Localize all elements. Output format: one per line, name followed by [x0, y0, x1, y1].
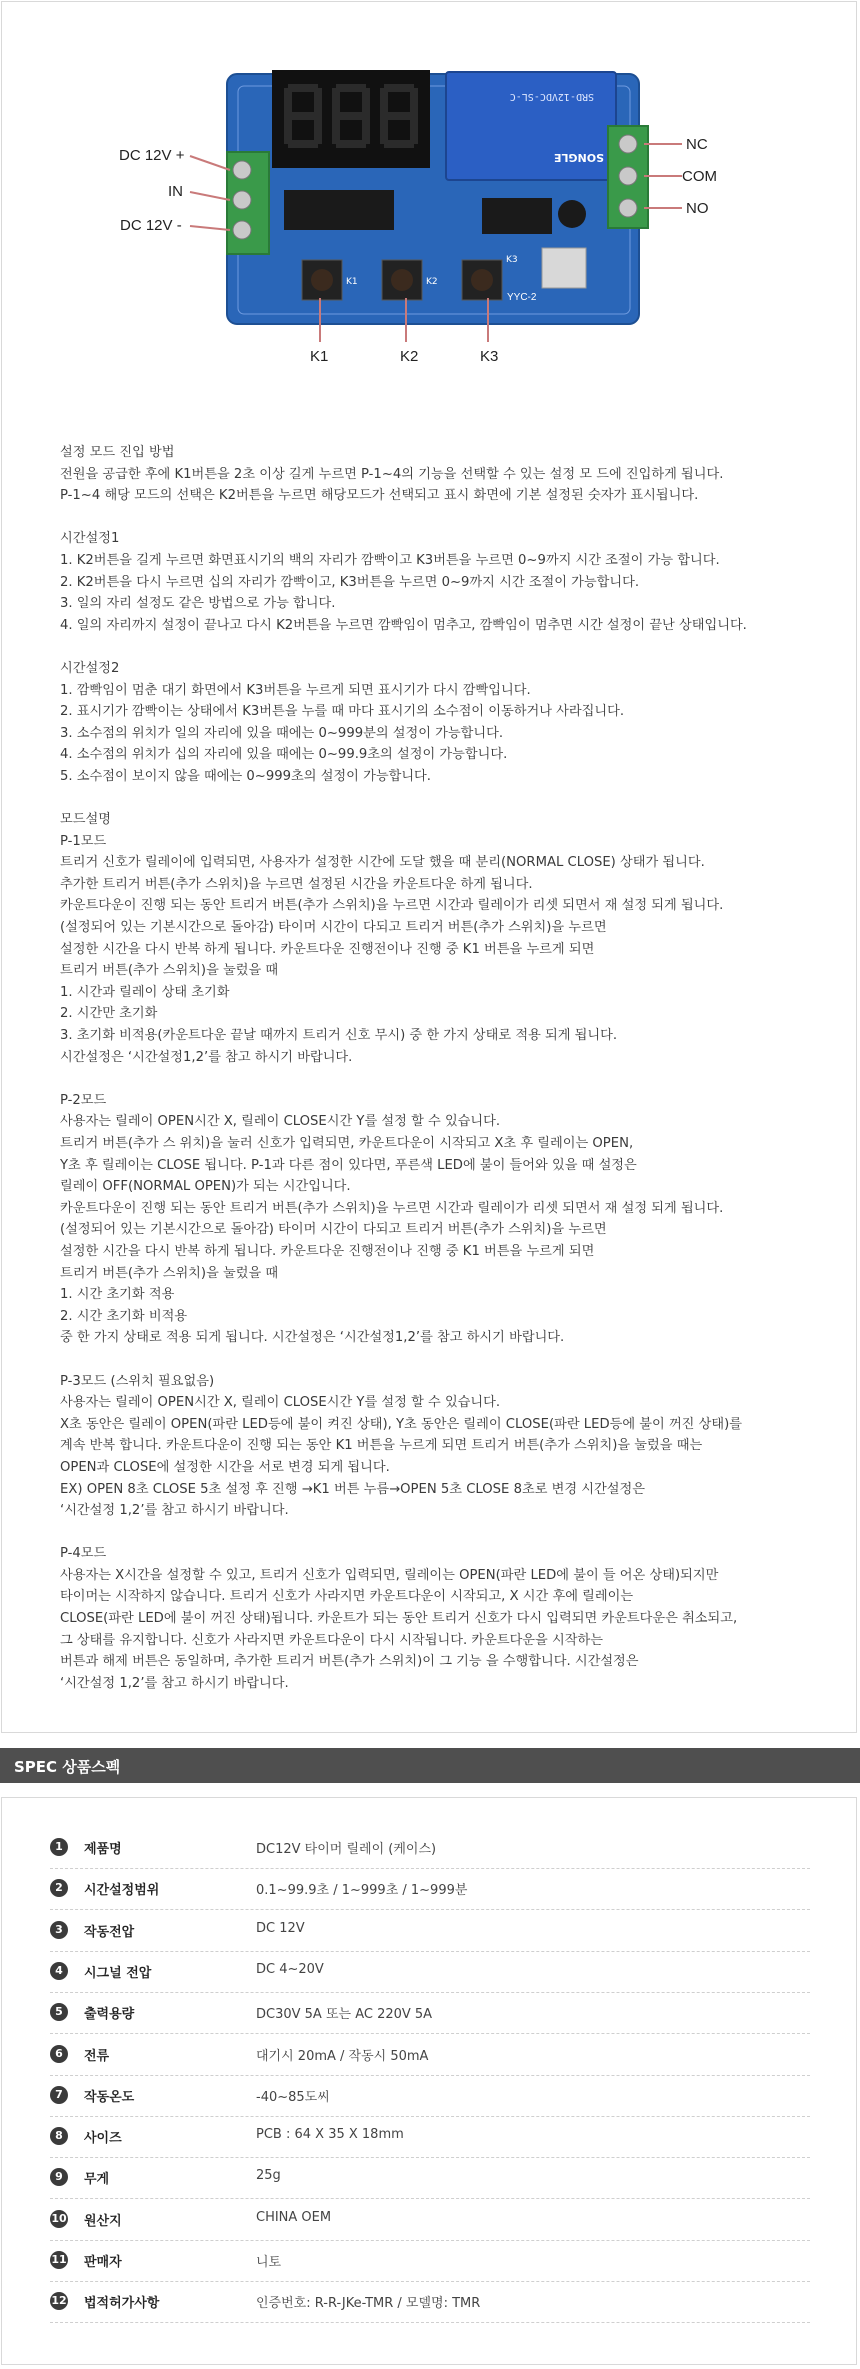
spec-row	[50, 2199, 810, 2241]
spec-number-badge: 6	[50, 2045, 68, 2063]
text-line: CLOSE(파란 LED에 불이 꺼진 상태)됩니다. 카운트가 되는 동안 트리거 신호가 다시 입력되면 카운트다운은 취소되고,	[60, 1611, 738, 1627]
text-line: 계속 반복 합니다. 카운트다운이 진행 되는 동안 K1 버튼을 누르게 되면 트리거 버튼(추가 스위치)을 눌렀을 때는	[60, 1438, 703, 1454]
board-model-text: YYC-2	[507, 292, 537, 303]
ic-chip-2	[482, 198, 552, 234]
text-line: 전원을 공급한 후에 K1버튼을 2초 이상 길게 누르면 P-1~4의 기능을 선택할 수 있는 설정 모 드에 진입하게 됩니다.	[60, 466, 724, 482]
label-no: NO	[686, 200, 709, 217]
spec-number-badge: 2	[50, 1879, 68, 1897]
spec-value: -40~85도씨	[256, 2089, 330, 2105]
spec-row	[50, 1868, 810, 1910]
spec-row	[50, 1910, 810, 1952]
terminal-screw-dc-minus	[233, 221, 251, 239]
spec-key: 시그널 전압	[84, 1965, 152, 1981]
text-line: 1. 시간과 릴레이 상태 초기화	[60, 984, 230, 1000]
text-line: 트리거 버튼(추가 스위치)을 눌렀을 때	[60, 1265, 279, 1281]
spec-row	[50, 2240, 810, 2282]
spec-number-badge: 5	[50, 2003, 68, 2021]
text-line: 2. 표시기가 깜빡이는 상태에서 K3버튼을 누를 때 마다 표시기의 소수점이 이동하거나 사라집니다.	[60, 704, 625, 720]
spec-header-bar	[0, 1748, 860, 1783]
text-line: 4. 소수점의 위치가 십의 자리에 있을 때에는 0~99.9초의 설정이 가능합니다.	[60, 747, 508, 763]
spec-row	[50, 2034, 810, 2076]
relay-board-figure	[2, 2, 858, 402]
text-block	[60, 1543, 840, 1694]
text-block	[60, 1371, 840, 1522]
spec-key: 사이즈	[84, 2131, 122, 2147]
text-block	[60, 658, 840, 788]
spec-key: 무게	[84, 2172, 110, 2188]
spec-value: 대기시 20mA / 작동시 50mA	[256, 2048, 429, 2064]
text-line: P-3모드 (스위치 필요없음)	[60, 1373, 215, 1389]
button-k2-cap	[391, 269, 413, 291]
button-k3-cap	[471, 269, 493, 291]
spec-key: 작동전압	[84, 1924, 135, 1940]
text-line: 설정한 시간을 다시 반복 하게 됩니다. 카운트다운 진행전이나 진행 중 K1 버튼을 누르게 되면	[60, 1243, 595, 1259]
spec-key: 작동온도	[84, 2089, 135, 2105]
text-line: 카운트다운이 진행 되는 동안 트리거 버튼(추가 스위치)을 누르면 시간과 릴레이가 리셋 되면서 재 설정 되게 됩니다.	[60, 1200, 724, 1216]
text-line: (설정되어 있는 기본시간으로 돌아감) 타이머 시간이 다되고 트리거 버튼(추가 스위치)을 누르면	[60, 920, 607, 936]
text-line: 설정 모드 진입 방법	[60, 445, 175, 460]
label-nc: NC	[686, 136, 708, 153]
spec-key: 시간설정범위	[84, 1883, 160, 1899]
relay-brand-text: SONGLE	[553, 151, 604, 164]
text-line: P-4모드	[60, 1546, 107, 1562]
text-line: EX) OPEN 8초 CLOSE 5초 설정 후 진행 →K1 버튼 누름→OPEN 5초 CLOSE 8초로 변경 시간설정은	[60, 1481, 646, 1497]
spec-value: DC 12V	[256, 1920, 305, 1936]
relay-model-text: SRD-12VDC-SL-C	[509, 91, 594, 102]
text-line: 사용자는 릴레이 OPEN시간 X, 릴레이 CLOSE시간 Y를 설정 할 수 있습니다.	[60, 1395, 501, 1411]
text-line: X초 동안은 릴레이 OPEN(파란 LED등에 불이 켜진 상태), Y초 동안은 릴레이 CLOSE(파란 LED등에 불이 꺼진 상태)를	[60, 1416, 742, 1432]
spec-number-badge: 10	[50, 2210, 68, 2228]
regulator	[542, 248, 586, 288]
text-line: 트리거 버튼(추가 스 위치)을 눌러 신호가 입력되면, 카운트다운이 시작되고 X초 후 릴레이는 OPEN,	[60, 1136, 634, 1151]
description-panel	[1, 1, 857, 1733]
text-line: 2. K2버튼을 다시 누르면 십의 자리가 깜빡이고, K3버튼을 누르면 0~9까지 시간 조절이 가능합니다.	[60, 574, 640, 590]
spec-value: 니토	[256, 2255, 282, 2270]
board-k3-text: K3	[506, 255, 518, 265]
text-line: 3. 초기화 비적용(카운트다운 끝날 때까지 트리거 신호 무시) 중 한 가지 상태로 적용 되게 됩니다.	[60, 1028, 618, 1044]
spec-value: DC 4~20V	[256, 1961, 324, 1977]
spec-value: 인증번호: R-R-JKe-TMR / 모델명: TMR	[256, 2296, 481, 2312]
text-line: 2. 시간만 초기화	[60, 1006, 158, 1022]
spec-key: 제품명	[84, 1842, 122, 1857]
text-line: 트리거 버튼(추가 스위치)을 눌렀을 때	[60, 963, 279, 979]
text-line: 4. 일의 자리까지 설정이 끝나고 다시 K2버튼을 누르면 깜빡임이 멈추고, 깜빡임이 멈추면 시간 설정이 끝난 상태입니다.	[60, 617, 747, 633]
button-k1-cap	[311, 269, 333, 291]
instructions-text	[60, 442, 840, 1716]
text-line: 시간설정2	[60, 660, 120, 676]
spec-key: 출력용량	[84, 2007, 135, 2023]
terminal-screw-nc	[619, 135, 637, 153]
text-line: Y초 후 릴레이는 CLOSE 됩니다. P-1과 다른 점이 있다면, 푸른색 LED에 불이 들어와 있을 때 설정은	[60, 1157, 637, 1173]
text-line: OPEN과 CLOSE에 설정한 시간을 서로 변경 되게 됩니다.	[60, 1459, 390, 1475]
spec-value: PCB : 64 X 35 X 18mm	[256, 2127, 404, 2143]
spec-value: DC12V 타이머 릴레이 (케이스)	[256, 1842, 437, 1857]
text-line: 1. 깜빡임이 멈춘 대기 화면에서 K3버튼을 누르게 되면 표시기가 다시 깜빡입니다.	[60, 682, 531, 698]
terminal-screw-com	[619, 167, 637, 185]
spec-row	[50, 2116, 810, 2158]
text-line: 버튼과 해제 버튼은 동일하며, 추가한 트리거 버튼(추가 스위치)이 그 기능 을 수행합니다. 시간설정은	[60, 1654, 639, 1670]
text-line: P-1모드	[60, 833, 107, 849]
text-line: 1. K2버튼을 길게 누르면 화면표시기의 백의 자리가 깜빡이고 K3버튼을 누르면 0~9까지 시간 조절이 가능 합니다.	[60, 552, 720, 568]
text-line: P-1~4 해당 모드의 선택은 K2버튼을 누르면 해당모드가 선택되고 표시 화면에 기본 설정된 숫자가 표시됩니다.	[60, 488, 699, 504]
spec-row	[50, 1951, 810, 1993]
text-line: 3. 일의 자리 설정도 같은 방법으로 가능 합니다.	[60, 596, 336, 612]
spec-key: 법적허가사항	[84, 2296, 160, 2312]
capacitor	[558, 200, 586, 228]
text-line: 중 한 가지 상태로 적용 되게 됩니다. 시간설정은 ‘시간설정1,2’를 참고 하시기 바랍니다.	[60, 1330, 565, 1346]
spec-row	[50, 2075, 810, 2117]
spec-number-badge: 12	[50, 2292, 68, 2310]
spec-value: CHINA OEM	[256, 2209, 332, 2225]
spec-row	[50, 2281, 810, 2323]
spec-row	[50, 1827, 810, 1869]
spec-table	[1, 1797, 857, 2365]
terminal-screw-in	[233, 191, 251, 209]
text-line: 릴레이 OFF(NORMAL OPEN)가 되는 시간입니다.	[60, 1179, 351, 1195]
text-line: 시간설정1	[60, 531, 120, 547]
board-k2-text: K2	[426, 277, 438, 287]
text-line: ‘시간설정 1,2’를 참고 하시기 바랍니다.	[60, 1503, 289, 1519]
text-line: 트리거 신호가 릴레이에 입력되면, 사용자가 설정한 시간에 도달 했을 때 분리(NORMAL CLOSE) 상태가 됩니다.	[60, 855, 705, 871]
label-com: COM	[682, 168, 717, 185]
text-line: 모드설명	[60, 812, 111, 828]
text-block	[60, 442, 840, 507]
spec-value: 25g	[256, 2168, 281, 2184]
text-block	[60, 528, 840, 636]
label-k2: K2	[400, 348, 419, 365]
spec-value: 0.1~99.9초 / 1~999초 / 1~999분	[256, 1883, 468, 1899]
text-line: 3. 소수점의 위치가 일의 자리에 있을 때에는 0~999분의 설정이 가능합니다.	[60, 725, 504, 741]
board-k1-text: K1	[346, 277, 358, 287]
label-k1: K1	[310, 348, 329, 365]
spec-number-badge: 11	[50, 2251, 68, 2269]
spec-number-badge: 3	[50, 1921, 68, 1939]
spec-value: DC30V 5A 또는 AC 220V 5A	[256, 2007, 433, 2023]
spec-number-badge: 7	[50, 2086, 68, 2104]
spec-key: 원산지	[84, 2213, 122, 2229]
text-line: 카운트다운이 진행 되는 동안 트리거 버튼(추가 스위치)을 누르면 시간과 릴레이가 리셋 되면서 재 설정 되게 됩니다.	[60, 898, 724, 914]
spec-key: 판매자	[84, 2255, 122, 2270]
text-line: (설정되어 있는 기본시간으로 돌아감) 타이머 시간이 다되고 트리거 버튼(추가 스위치)을 누르면	[60, 1222, 607, 1238]
text-block	[60, 809, 840, 1068]
label-k3: K3	[480, 348, 499, 365]
text-line: 1. 시간 초기화 적용	[60, 1287, 175, 1303]
text-line: 타이머는 시작하지 않습니다. 트리거 신호가 사라지면 카운트다운이 시작되고, X 시간 후에 릴레이는	[60, 1589, 634, 1605]
terminal-screw-dc-plus	[233, 161, 251, 179]
text-line: 5. 소수점이 보이지 않을 때에는 0~999초의 설정이 가능합니다.	[60, 768, 431, 784]
spec-number-badge: 1	[50, 1838, 68, 1856]
text-line: 설정한 시간을 다시 반복 하게 됩니다. 카운트다운 진행전이나 진행 중 K1 버튼을 누르게 되면	[60, 941, 595, 957]
spec-number-badge: 4	[50, 1962, 68, 1980]
ic-chip	[284, 190, 394, 230]
text-line: 추가한 트리거 버튼(추가 스위치)을 누르면 설정된 시간을 카운트다운 하게 됩니다.	[60, 876, 533, 892]
label-dc12v-minus: DC 12V -	[120, 217, 182, 234]
spec-number-badge: 9	[50, 2168, 68, 2186]
relay-board-illustration	[2, 2, 858, 402]
label-dc12v-plus: DC 12V +	[119, 147, 185, 164]
text-line: 시간설정은 ‘시간설정1,2’를 참고 하시기 바랍니다.	[60, 1049, 353, 1065]
spec-title: SPEC 상품스펙	[14, 1758, 121, 1776]
text-line: 2. 시간 초기화 비적용	[60, 1308, 188, 1324]
text-line: 사용자는 릴레이 OPEN시간 X, 릴레이 CLOSE시간 Y를 설정 할 수 있습니다.	[60, 1114, 501, 1130]
text-line: ‘시간설정 1,2’를 참고 하시기 바랍니다.	[60, 1675, 289, 1691]
spec-key: 전류	[84, 2048, 110, 2064]
spec-row	[50, 1992, 810, 2034]
spec-number-badge: 8	[50, 2127, 68, 2145]
terminal-screw-no	[619, 199, 637, 217]
spec-row	[50, 2157, 810, 2199]
text-line: 그 상태를 유지합니다. 신호가 사라지면 카운트다운이 다시 시작됩니다. 카운트다운을 시작하는	[60, 1632, 603, 1648]
text-line: 사용자는 X시간을 설정할 수 있고, 트리거 신호가 입력되면, 릴레이는 OPEN(파란 LED에 불이 들 어온 상태)되지만	[60, 1567, 719, 1583]
label-in: IN	[168, 183, 183, 200]
text-line: P-2모드	[60, 1092, 107, 1108]
text-block	[60, 1090, 840, 1349]
